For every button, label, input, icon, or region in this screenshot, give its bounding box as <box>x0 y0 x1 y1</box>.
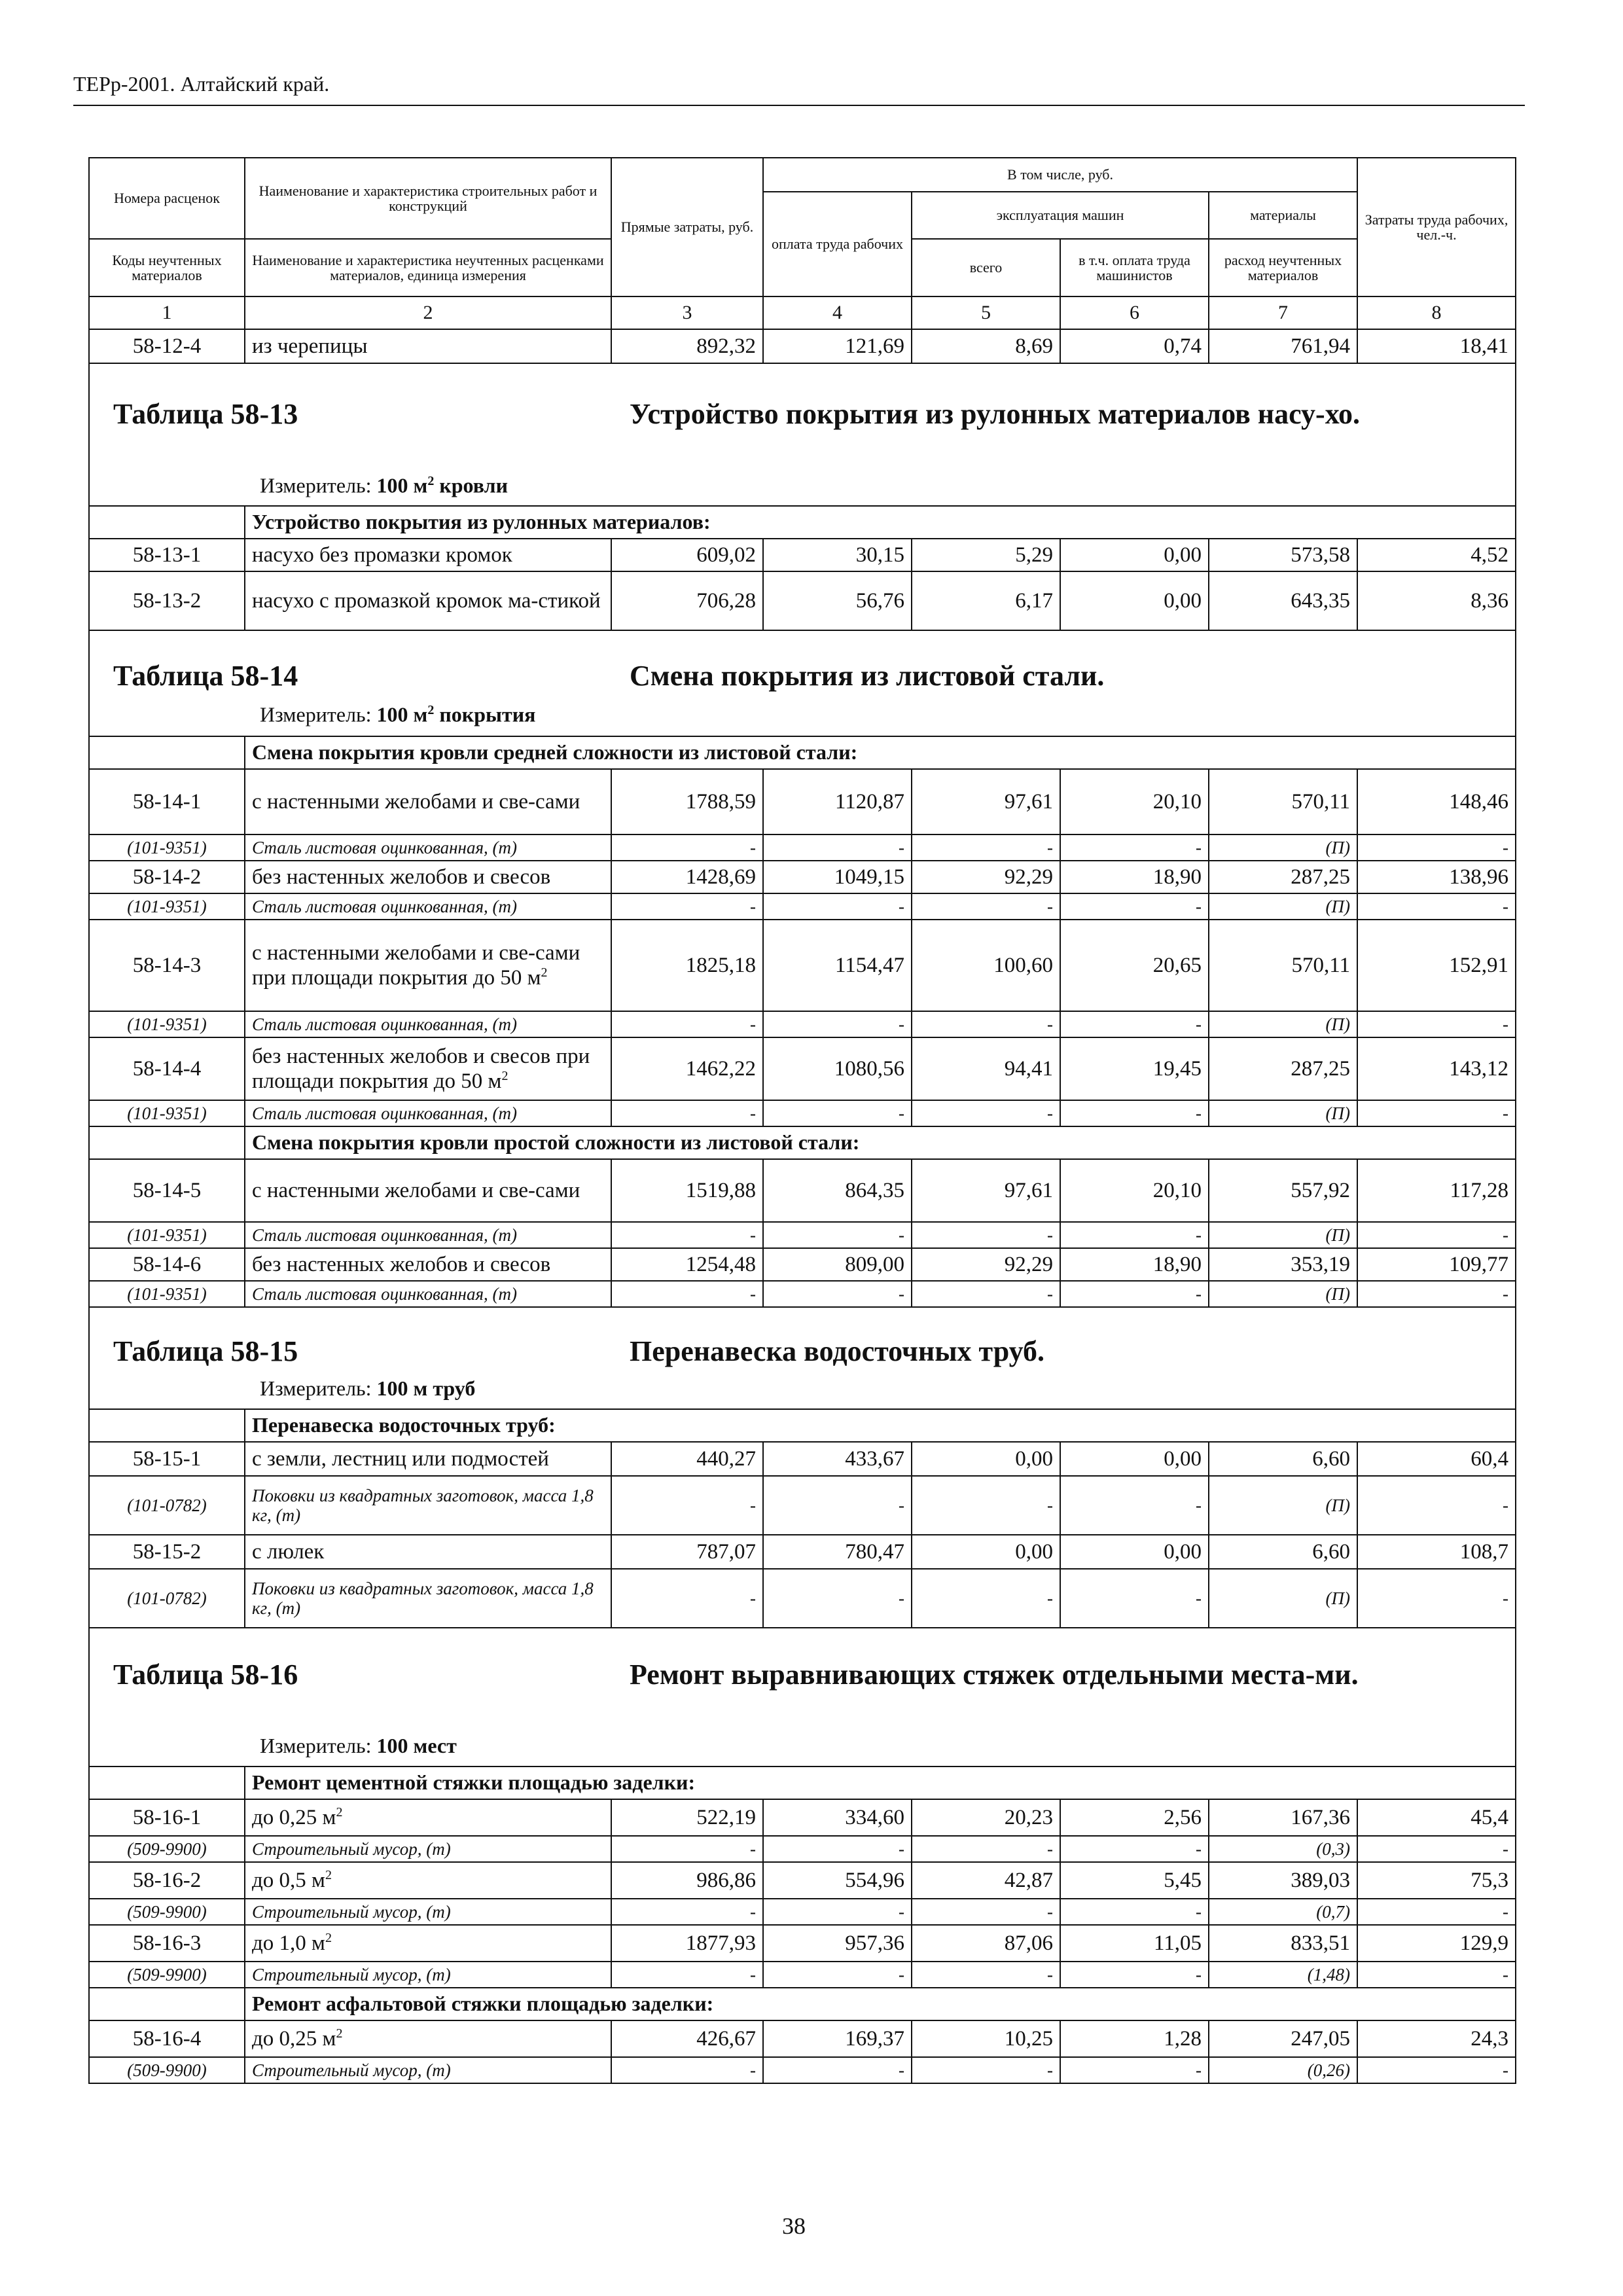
rate-code: 58-14-5 <box>89 1159 245 1222</box>
rate-name: с настенными желобами и све-сами <box>245 769 611 834</box>
labor-pay: 30,15 <box>763 539 912 571</box>
materials-cost: 570,11 <box>1209 920 1357 1011</box>
dash: - <box>763 1476 912 1535</box>
header-labor-hours: Затраты труда рабочих, чел.-ч. <box>1357 158 1516 296</box>
table-58-13-heading <box>96 365 1508 504</box>
dash: - <box>611 2057 763 2083</box>
table-label: Таблица 58-15 <box>113 1335 298 1367</box>
dash: - <box>1357 834 1516 861</box>
table-row <box>89 1037 1516 1100</box>
dash: - <box>1357 1100 1516 1126</box>
machinist-pay: 0,00 <box>1060 571 1209 630</box>
rate-name: без настенных желобов и свесов при площади покрытия до 50 $м^2$ <box>245 1037 611 1100</box>
machines-total: 0,00 <box>912 1442 1060 1476</box>
machines-total: 97,61 <box>912 1159 1060 1222</box>
materials-cost: 247,05 <box>1209 2020 1357 2057</box>
direct-cost: 440,27 <box>611 1442 763 1476</box>
material-code: (101-9351) <box>89 1222 245 1248</box>
labor-hours: 60,4 <box>1357 1442 1516 1476</box>
material-name: Сталь листовая оцинкованная, (т) <box>245 834 611 861</box>
table-row <box>89 2020 1516 2057</box>
dash: - <box>611 834 763 861</box>
machinist-pay: 18,90 <box>1060 861 1209 893</box>
dash: - <box>1060 1899 1209 1925</box>
material-code: (509-9900) <box>89 1899 245 1925</box>
material-row <box>89 1011 1516 1037</box>
labor-pay: 809,00 <box>763 1248 912 1281</box>
dash: - <box>763 1836 912 1862</box>
material-code: (101-0782) <box>89 1569 245 1628</box>
dash: - <box>1060 1569 1209 1628</box>
material-row <box>89 834 1516 861</box>
material-name: Сталь листовая оцинкованная, (т) <box>245 1281 611 1307</box>
table-label: Таблица 58-13 <box>113 398 298 430</box>
material-qty: (0,3) <box>1209 1836 1357 1862</box>
material-code: (509-9900) <box>89 1836 245 1862</box>
rate-code: 58-14-1 <box>89 769 245 834</box>
rate-name: до 0,25 $м^2$ <box>245 2020 611 2057</box>
material-name: Поковки из квадратных заготовок, масса 1,8 кг, (т) <box>245 1476 611 1535</box>
machinist-pay: 1,28 <box>1060 2020 1209 2057</box>
rate-name: с настенными желобами и све-сами при площади покрытия до 50 $м^2$ <box>245 920 611 1011</box>
rate-name: без настенных желобов и свесов <box>245 1248 611 1281</box>
dash: - <box>1357 1962 1516 1988</box>
rate-code: 58-14-6 <box>89 1248 245 1281</box>
material-name: Строительный мусор, (т) <box>245 2057 611 2083</box>
table-title: Перенавеска водосточных труб. <box>630 1335 1045 1367</box>
machines-total: 92,29 <box>912 1248 1060 1281</box>
dash: - <box>912 1222 1060 1248</box>
dash: - <box>763 2057 912 2083</box>
machinist-pay: 20,65 <box>1060 920 1209 1011</box>
dash: - <box>1357 1476 1516 1535</box>
machines-total: 100,60 <box>912 920 1060 1011</box>
machines-total: 97,61 <box>912 769 1060 834</box>
machinist-pay: 20,10 <box>1060 769 1209 834</box>
dash: - <box>1060 1100 1209 1126</box>
rate-code: 58-14-3 <box>89 920 245 1011</box>
material-code: (101-0782) <box>89 1476 245 1535</box>
machines-total: 10,25 <box>912 2020 1060 2057</box>
header-including: В том числе, руб. <box>763 158 1357 192</box>
rate-name: до 0,25 $м^2$ <box>245 1799 611 1836</box>
material-qty: (1,48) <box>1209 1962 1357 1988</box>
rate-code: 58-16-3 <box>89 1925 245 1962</box>
dash: - <box>1060 2057 1209 2083</box>
labor-hours: 24,3 <box>1357 2020 1516 2057</box>
dash: - <box>912 2057 1060 2083</box>
direct-cost: 986,86 <box>611 1862 763 1899</box>
dash: - <box>1357 893 1516 920</box>
material-row <box>89 1476 1516 1535</box>
material-row <box>89 1962 1516 1988</box>
machines-total: 6,17 <box>912 571 1060 630</box>
dash: - <box>611 1899 763 1925</box>
labor-hours: 75,3 <box>1357 1862 1516 1899</box>
dash: - <box>1357 1281 1516 1307</box>
labor-hours: 109,77 <box>1357 1248 1516 1281</box>
labor-hours: 4,52 <box>1357 539 1516 571</box>
material-row <box>89 1100 1516 1126</box>
rate-name: до 1,0 $м^2$ <box>245 1925 611 1962</box>
measure-unit: Измеритель: 100 $м^2$ покрытия <box>260 702 536 726</box>
dash: - <box>611 893 763 920</box>
material-code: (509-9900) <box>89 1962 245 1988</box>
direct-cost: 1519,88 <box>611 1159 763 1222</box>
table-row <box>89 1159 1516 1222</box>
dash: - <box>763 1962 912 1988</box>
labor-pay: 121,69 <box>763 329 912 363</box>
col-number: 8 <box>1357 296 1516 329</box>
machinist-pay: 11,05 <box>1060 1925 1209 1962</box>
materials-cost: 167,36 <box>1209 1799 1357 1836</box>
labor-hours: 152,91 <box>1357 920 1516 1011</box>
measure-unit: Измеритель: 100 $м^2$ кровли <box>260 473 508 497</box>
table-row <box>89 1248 1516 1281</box>
dash: - <box>763 1281 912 1307</box>
dash: - <box>912 1100 1060 1126</box>
table-row <box>89 571 1516 630</box>
col-number: 5 <box>912 296 1060 329</box>
rate-name: с земли, лестниц или подмостей <box>245 1442 611 1476</box>
materials-cost: 761,94 <box>1209 329 1357 363</box>
table-row <box>89 1799 1516 1836</box>
rate-name: до 0,5 $м^2$ <box>245 1862 611 1899</box>
machines-total: 92,29 <box>912 861 1060 893</box>
labor-hours: 148,46 <box>1357 769 1516 834</box>
materials-cost: 573,58 <box>1209 539 1357 571</box>
running-head: ТЕРр-2001. Алтайский край. <box>73 72 330 96</box>
machines-total: 5,29 <box>912 539 1060 571</box>
table-title: Ремонт выравнивающих стяжек отдельными места-ми. <box>630 1659 1359 1691</box>
table-58-15-heading <box>96 1309 1508 1407</box>
rate-name: насухо с промазкой кромок ма-стикой <box>245 571 611 630</box>
dash: - <box>1060 1962 1209 1988</box>
table-row <box>89 920 1516 1011</box>
rate-code: 58-16-1 <box>89 1799 245 1836</box>
labor-pay: 957,36 <box>763 1925 912 1962</box>
materials-cost: 643,35 <box>1209 571 1357 630</box>
labor-hours: 8,36 <box>1357 571 1516 630</box>
labor-hours: 143,12 <box>1357 1037 1516 1100</box>
dash: - <box>912 1836 1060 1862</box>
dash: - <box>1357 1899 1516 1925</box>
table-label: Таблица 58-16 <box>113 1659 298 1691</box>
dash: - <box>611 1836 763 1862</box>
dash: - <box>1060 1476 1209 1535</box>
rate-code: 58-15-1 <box>89 1442 245 1476</box>
direct-cost: 1462,22 <box>611 1037 763 1100</box>
labor-pay: 864,35 <box>763 1159 912 1222</box>
material-row <box>89 1569 1516 1628</box>
col-number: 7 <box>1209 296 1357 329</box>
machines-total: 0,00 <box>912 1535 1060 1569</box>
col-number: 6 <box>1060 296 1209 329</box>
dash: - <box>763 1569 912 1628</box>
header-unaccounted-use: расход неучтенных материалов <box>1209 239 1357 296</box>
material-name: Строительный мусор, (т) <box>245 1836 611 1862</box>
machines-total: 94,41 <box>912 1037 1060 1100</box>
dash: - <box>611 1476 763 1535</box>
material-qty: (П) <box>1209 1222 1357 1248</box>
material-qty: (П) <box>1209 1281 1357 1307</box>
labor-pay: 1080,56 <box>763 1037 912 1100</box>
dash: - <box>1357 1222 1516 1248</box>
dash: - <box>611 1281 763 1307</box>
labor-pay: 56,76 <box>763 571 912 630</box>
table-row <box>89 1862 1516 1899</box>
measure-unit: Измеритель: 100 м труб <box>260 1376 476 1400</box>
machinist-pay: 19,45 <box>1060 1037 1209 1100</box>
direct-cost: 1877,93 <box>611 1925 763 1962</box>
col-number: 4 <box>763 296 912 329</box>
section-title: Смена покрытия кровли средней сложности из листовой стали: <box>245 736 1516 769</box>
table-row <box>89 1925 1516 1962</box>
material-row <box>89 1836 1516 1862</box>
dash: - <box>763 1011 912 1037</box>
direct-cost: 609,02 <box>611 539 763 571</box>
header-machines-total: всего <box>912 239 1060 296</box>
table-title: Смена покрытия из листовой стали. <box>630 660 1105 692</box>
rate-name: с люлек <box>245 1535 611 1569</box>
header-rate-numbers: Номера расценок <box>89 158 245 239</box>
rate-code: 58-12-4 <box>89 329 245 363</box>
materials-cost: 389,03 <box>1209 1862 1357 1899</box>
rate-name: без настенных желобов и свесов <box>245 861 611 893</box>
dash: - <box>611 1569 763 1628</box>
machines-total: 87,06 <box>912 1925 1060 1962</box>
dash: - <box>1060 1836 1209 1862</box>
machines-total: 20,23 <box>912 1799 1060 1836</box>
table-title: Устройство покрытия из рулонных материалов насу-хо. <box>630 398 1361 430</box>
materials-cost: 6,60 <box>1209 1535 1357 1569</box>
table-row <box>89 1535 1516 1569</box>
materials-cost: 6,60 <box>1209 1442 1357 1476</box>
material-qty: (П) <box>1209 834 1357 861</box>
material-row <box>89 1899 1516 1925</box>
col-number: 2 <box>245 296 611 329</box>
dash: - <box>611 1011 763 1037</box>
dash: - <box>763 893 912 920</box>
rate-code: 58-16-2 <box>89 1862 245 1899</box>
header-machines: эксплуатация машин <box>912 192 1209 239</box>
rate-name: насухо без промазки кромок <box>245 539 611 571</box>
material-qty: (П) <box>1209 893 1357 920</box>
material-name: Сталь листовая оцинкованная, (т) <box>245 1100 611 1126</box>
direct-cost: 1254,48 <box>611 1248 763 1281</box>
dash: - <box>912 834 1060 861</box>
header-labor-pay: оплата труда рабочих <box>763 192 912 296</box>
machinist-pay: 18,90 <box>1060 1248 1209 1281</box>
material-code: (101-9351) <box>89 1011 245 1037</box>
labor-pay: 780,47 <box>763 1535 912 1569</box>
labor-hours: 108,7 <box>1357 1535 1516 1569</box>
material-qty: (П) <box>1209 1569 1357 1628</box>
material-qty: (П) <box>1209 1476 1357 1535</box>
col-number: 3 <box>611 296 763 329</box>
table-row <box>89 329 1516 363</box>
dash: - <box>1060 1011 1209 1037</box>
materials-cost: 557,92 <box>1209 1159 1357 1222</box>
rate-code: 58-14-2 <box>89 861 245 893</box>
direct-cost: 522,19 <box>611 1799 763 1836</box>
measure-unit: Измеритель: 100 мест <box>260 1734 457 1757</box>
materials-cost: 353,19 <box>1209 1248 1357 1281</box>
section-title: Смена покрытия кровли простой сложности из листовой стали: <box>245 1126 1516 1159</box>
dash: - <box>611 1962 763 1988</box>
dash: - <box>763 834 912 861</box>
material-qty: (0,26) <box>1209 2057 1357 2083</box>
rate-code: 58-14-4 <box>89 1037 245 1100</box>
machinist-pay: 0,74 <box>1060 329 1209 363</box>
header-work-name: Наименование и характеристика строительных работ и конструкций <box>245 158 611 239</box>
table-row <box>89 539 1516 571</box>
header-codes: Коды неучтенных материалов <box>89 239 245 296</box>
material-name: Сталь листовая оцинкованная, (т) <box>245 1011 611 1037</box>
labor-pay: 1120,87 <box>763 769 912 834</box>
machinist-pay: 5,45 <box>1060 1862 1209 1899</box>
price-table <box>88 157 1516 2084</box>
header-machinist-pay: в т.ч. оплата труда машинистов <box>1060 239 1209 296</box>
machinist-pay: 2,56 <box>1060 1799 1209 1836</box>
machinist-pay: 0,00 <box>1060 539 1209 571</box>
rate-code: 58-13-2 <box>89 571 245 630</box>
dash: - <box>1060 1222 1209 1248</box>
dash: - <box>1357 1011 1516 1037</box>
material-row <box>89 2057 1516 2083</box>
rate-name: из черепицы <box>245 329 611 363</box>
header-direct-costs: Прямые затраты, руб. <box>611 158 763 296</box>
dash: - <box>1357 2057 1516 2083</box>
material-name: Строительный мусор, (т) <box>245 1962 611 1988</box>
labor-pay: 1049,15 <box>763 861 912 893</box>
dash: - <box>611 1100 763 1126</box>
col-number: 1 <box>89 296 245 329</box>
page-number: 38 <box>782 2213 806 2239</box>
machines-total: 8,69 <box>912 329 1060 363</box>
material-row <box>89 1222 1516 1248</box>
direct-cost: 1788,59 <box>611 769 763 834</box>
material-code: (101-9351) <box>89 1100 245 1126</box>
dash: - <box>1357 1836 1516 1862</box>
labor-hours: 117,28 <box>1357 1159 1516 1222</box>
dash: - <box>763 1100 912 1126</box>
material-name: Строительный мусор, (т) <box>245 1899 611 1925</box>
material-qty: (П) <box>1209 1100 1357 1126</box>
labor-hours: 129,9 <box>1357 1925 1516 1962</box>
direct-cost: 426,67 <box>611 2020 763 2057</box>
labor-pay: 169,37 <box>763 2020 912 2057</box>
rate-code: 58-16-4 <box>89 2020 245 2057</box>
direct-cost: 1825,18 <box>611 920 763 1011</box>
material-code: (509-9900) <box>89 2057 245 2083</box>
material-row <box>89 893 1516 920</box>
machinist-pay: 0,00 <box>1060 1535 1209 1569</box>
table-58-16-heading <box>96 1630 1508 1765</box>
labor-hours: 138,96 <box>1357 861 1516 893</box>
table-row <box>89 1442 1516 1476</box>
dash: - <box>1060 1281 1209 1307</box>
materials-cost: 287,25 <box>1209 861 1357 893</box>
direct-cost: 787,07 <box>611 1535 763 1569</box>
material-qty: (П) <box>1209 1011 1357 1037</box>
rate-code: 58-13-1 <box>89 539 245 571</box>
dash: - <box>912 1476 1060 1535</box>
materials-cost: 287,25 <box>1209 1037 1357 1100</box>
labor-pay: 433,67 <box>763 1442 912 1476</box>
section-title: Ремонт асфальтовой стяжки площадью заделки: <box>245 1988 1516 2020</box>
table-label: Таблица 58-14 <box>113 660 298 692</box>
labor-pay: 1154,47 <box>763 920 912 1011</box>
dash: - <box>763 1222 912 1248</box>
rate-code: 58-15-2 <box>89 1535 245 1569</box>
direct-cost: 706,28 <box>611 571 763 630</box>
material-code: (101-9351) <box>89 834 245 861</box>
labor-pay: 334,60 <box>763 1799 912 1836</box>
dash: - <box>912 1962 1060 1988</box>
material-name: Сталь листовая оцинкованная, (т) <box>245 1222 611 1248</box>
table-58-14-heading <box>96 632 1508 734</box>
dash: - <box>763 1899 912 1925</box>
dash: - <box>1060 834 1209 861</box>
dash: - <box>912 1011 1060 1037</box>
table-row <box>89 769 1516 834</box>
materials-cost: 570,11 <box>1209 769 1357 834</box>
machinist-pay: 0,00 <box>1060 1442 1209 1476</box>
dash: - <box>912 1899 1060 1925</box>
direct-cost: 1428,69 <box>611 861 763 893</box>
table-row <box>89 861 1516 893</box>
rate-name: с настенными желобами и све-сами <box>245 1159 611 1222</box>
material-row <box>89 1281 1516 1307</box>
dash: - <box>912 1569 1060 1628</box>
section-title: Перенавеска водосточных труб: <box>245 1409 1516 1442</box>
dash: - <box>912 1281 1060 1307</box>
material-name: Поковки из квадратных заготовок, масса 1,8 кг, (т) <box>245 1569 611 1628</box>
header-material-name: Наименование и характеристика неучтенных расценками материалов, единица измерения <box>245 239 611 296</box>
material-name: Сталь листовая оцинкованная, (т) <box>245 893 611 920</box>
labor-hours: 45,4 <box>1357 1799 1516 1836</box>
dash: - <box>611 1222 763 1248</box>
dash: - <box>912 893 1060 920</box>
machinist-pay: 20,10 <box>1060 1159 1209 1222</box>
labor-hours: 18,41 <box>1357 329 1516 363</box>
materials-cost: 833,51 <box>1209 1925 1357 1962</box>
labor-pay: 554,96 <box>763 1862 912 1899</box>
dash: - <box>1357 1569 1516 1628</box>
material-qty: (0,7) <box>1209 1899 1357 1925</box>
direct-cost: 892,32 <box>611 329 763 363</box>
header-rule <box>73 105 1525 106</box>
section-title: Устройство покрытия из рулонных материалов: <box>245 506 1516 539</box>
section-title: Ремонт цементной стяжки площадью заделки: <box>245 1767 1516 1799</box>
material-code: (101-9351) <box>89 893 245 920</box>
machines-total: 42,87 <box>912 1862 1060 1899</box>
dash: - <box>1060 893 1209 920</box>
header-materials: материалы <box>1209 192 1357 239</box>
material-code: (101-9351) <box>89 1281 245 1307</box>
